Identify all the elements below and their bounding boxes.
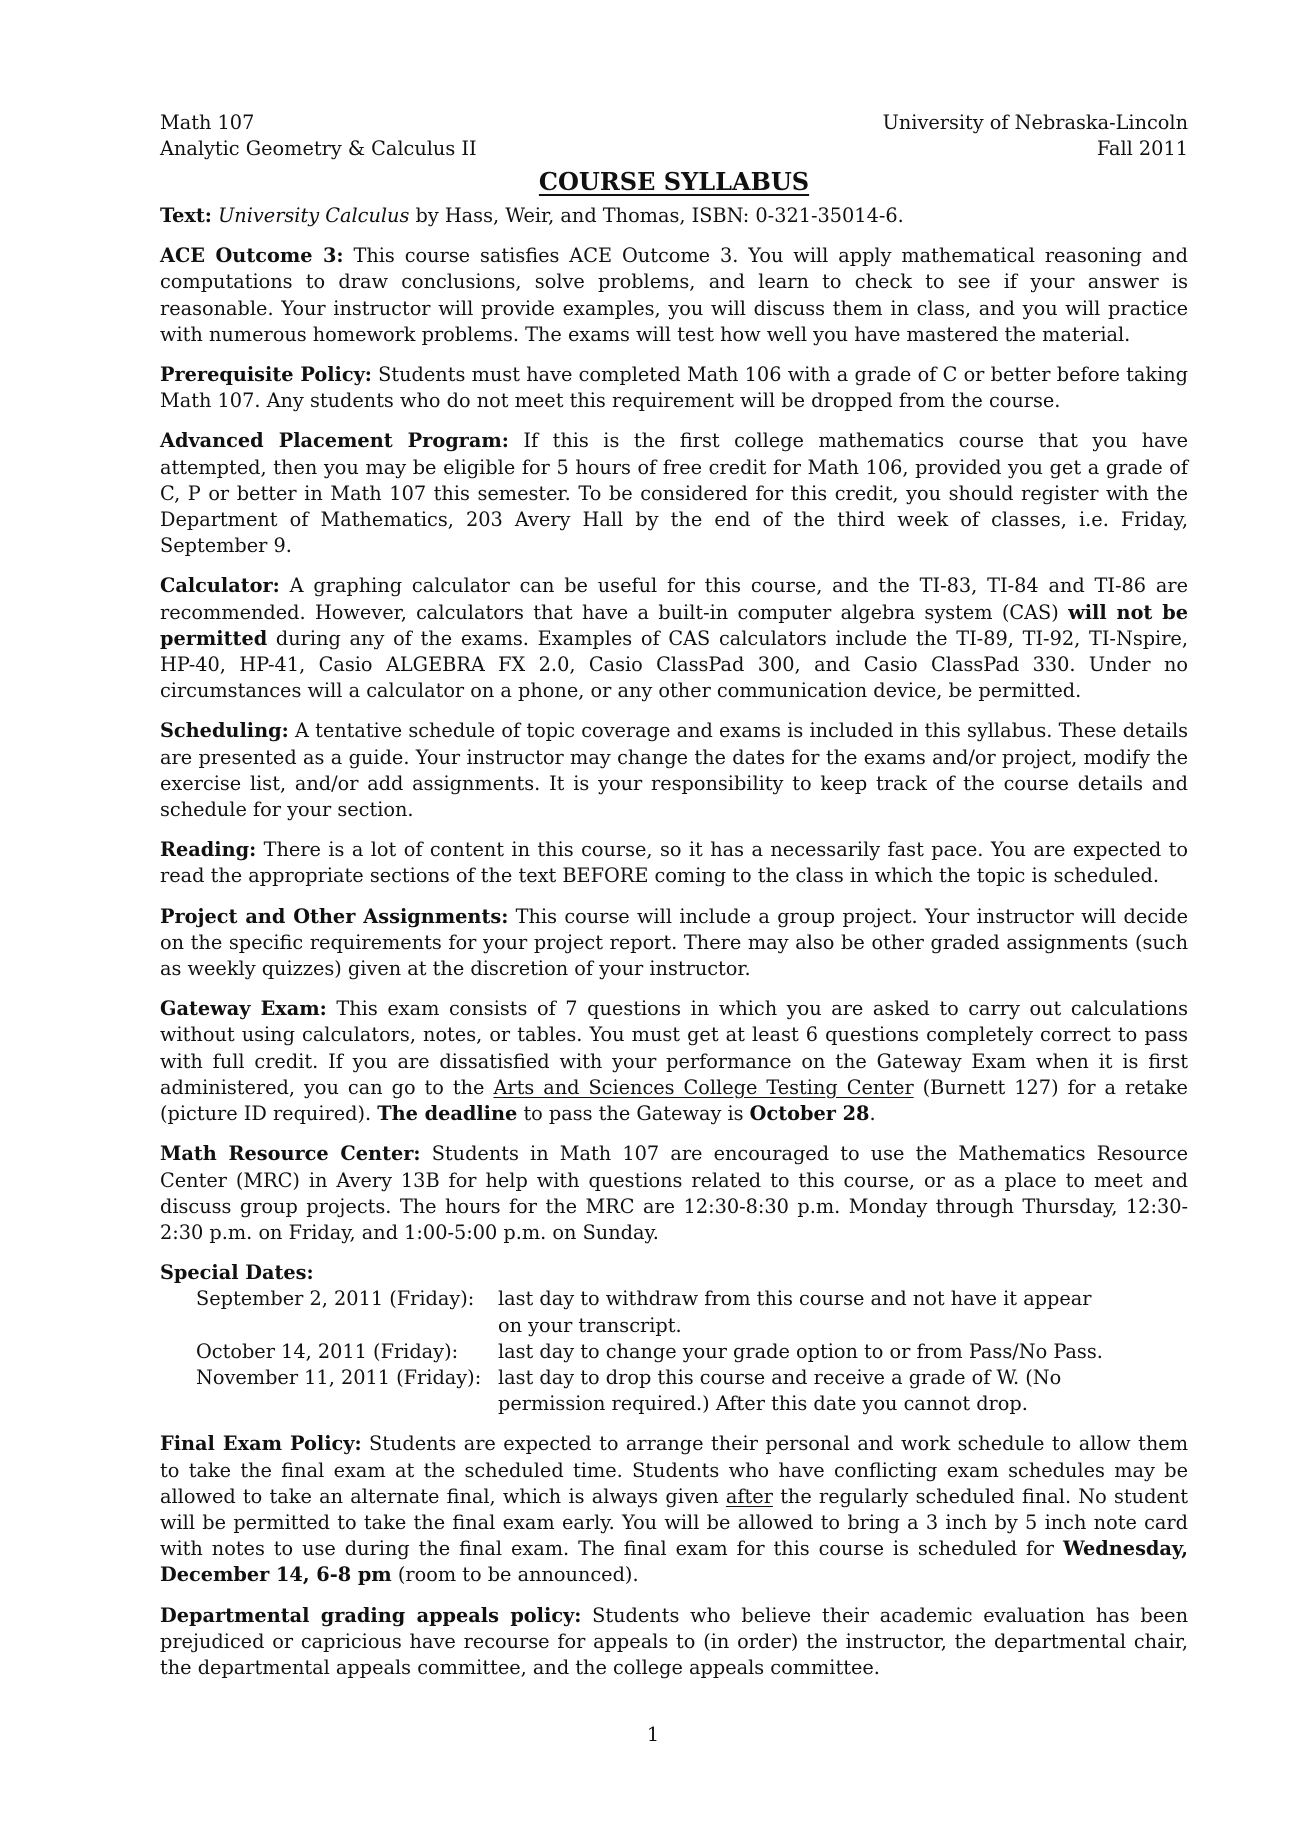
grading-appeals-section bbox=[160, 1603, 1188, 1682]
calculator-section bbox=[160, 573, 1188, 704]
emphasis-text: The deadline bbox=[377, 1102, 518, 1126]
textbook-title: University Calculus bbox=[218, 204, 410, 227]
project-section bbox=[160, 904, 1188, 983]
page-header bbox=[160, 110, 1188, 162]
emphasis-text: will not be permitted bbox=[160, 600, 1188, 650]
section-label: Final Exam Policy: bbox=[160, 1432, 362, 1456]
special-date-description: last day to withdraw from this course and not have it appear on your transcript. bbox=[498, 1287, 1092, 1337]
section-label: ACE Outcome 3: bbox=[160, 244, 344, 268]
header-left bbox=[160, 110, 477, 162]
text-section bbox=[160, 203, 1188, 229]
section-label: Advanced Placement Program: bbox=[160, 429, 509, 453]
section-body: This exam consists of 7 questions in which you are asked to carry out calculations without using calculators, notes, or tables. You must get at least 6 questions completely correct to pass with full credit. If you are dissatisfied with your performance on the Gateway Exam when it is first administered, you can go to the bbox=[160, 997, 1188, 1099]
special-date-description: last day to change your grade option to or from Pass/No Pass. bbox=[498, 1339, 1103, 1363]
section-body: by Hass, Weir, and Thomas, ISBN: 0-321-35014-6. bbox=[415, 204, 904, 227]
special-date-row bbox=[196, 1286, 1188, 1338]
section-label: Text: bbox=[160, 204, 212, 227]
section-body: This course will include a group project. Your instructor will decide on the specific requirements for your project report. There may also be other graded assignments (such as weekly quizzes) given at the discretion of your instructor. bbox=[160, 904, 1188, 981]
prerequisite-section bbox=[160, 362, 1188, 414]
section-body: (room to be announced). bbox=[397, 1563, 639, 1587]
section-body: to pass the Gateway is bbox=[523, 1102, 744, 1126]
special-dates-list bbox=[160, 1286, 1188, 1417]
section-label: Math Resource Center: bbox=[160, 1142, 421, 1166]
testing-center-link[interactable]: Arts and Sciences College Testing Center bbox=[493, 1075, 914, 1099]
section-body: the regularly scheduled final. No student will be permitted to take the final exam early. You will be allowed to bring a 3 inch by 5 inch note card with notes to use during the final exam. The final exam for this course is scheduled for bbox=[160, 1484, 1189, 1561]
section-body: (Burnett 127) for a retake (picture ID required). bbox=[160, 1075, 1188, 1126]
section-body: Students must have completed Math 106 with a grade of C or better before taking Math 107. Any students who do not meet this requirement will be dropped from the course. bbox=[160, 363, 1188, 413]
section-label: Prerequisite Policy: bbox=[160, 363, 372, 387]
special-date: October 14, 2011 (Friday): bbox=[196, 1339, 459, 1363]
final-exam-section bbox=[160, 1431, 1188, 1588]
deadline-date: October 28 bbox=[749, 1102, 870, 1126]
syllabus-page bbox=[160, 110, 1188, 1695]
emphasis-after: after bbox=[725, 1484, 773, 1508]
section-body: Students are expected to arrange their personal and work schedule to allow them to take the final exam at the scheduled time. Students who have conflicting exam schedules may be allowed to take an alternate final, which is always given bbox=[160, 1432, 1188, 1508]
header-right bbox=[883, 110, 1188, 162]
page-number: 1 bbox=[646, 1723, 660, 1746]
final-exam-date: Wednesday, December 14, 6-8 pm bbox=[160, 1537, 1188, 1587]
section-body: If this is the first college mathematics course that you have attempted, then you may be eligible for 5 hours of free credit for Math 106, provided you get a grade of C, P or better in Math 107 this semester. To be considered for this credit, you should register with the Department of Mathematics, 203 Avery Hall by the end of the third week of classes, i.e. Friday, September 9. bbox=[160, 429, 1188, 558]
section-body: A tentative schedule of topic coverage and exams is included in this syllabus. These details are presented as a guide. Your instructor may change the dates for the exams and/or project, modify the exercise list, and/or add assignments. It is your responsibility to keep track of the course details and schedule for your section. bbox=[160, 719, 1189, 822]
punctuation: . bbox=[869, 1102, 876, 1126]
special-date: September 2, 2011 (Friday): bbox=[196, 1287, 475, 1311]
special-date-row bbox=[196, 1365, 1188, 1417]
section-body: There is a lot of content in this course, so it has a necessarily fast pace. You are expected to read the appropriate sections of the text BEFORE coming to the class in which the topic is scheduled. bbox=[160, 838, 1188, 888]
scheduling-section bbox=[160, 718, 1188, 823]
ace-outcome-section bbox=[160, 243, 1188, 348]
section-label: Gateway Exam: bbox=[160, 997, 327, 1021]
special-date-description: last day to drop this course and receive a grade of W. (No permission required.) After this date you cannot drop. bbox=[498, 1365, 1062, 1416]
course-title: Analytic Geometry & Calculus II bbox=[160, 137, 477, 160]
advanced-placement-section bbox=[160, 428, 1188, 559]
section-label: Calculator: bbox=[160, 574, 280, 598]
reading-section bbox=[160, 837, 1188, 889]
course-number: Math 107 bbox=[160, 111, 255, 134]
term: Fall 2011 bbox=[1096, 137, 1188, 160]
special-dates-label: Special Dates: bbox=[160, 1261, 314, 1285]
university-name: University of Nebraska-Lincoln bbox=[882, 111, 1188, 134]
special-date-row bbox=[196, 1339, 1188, 1365]
section-body: Students who believe their academic evaluation has been prejudiced or capricious have recourse for appeals to (in order) the instructor, the departmental chair, the departmental appeals committee, and the college appeals committee. bbox=[160, 1603, 1188, 1679]
section-label: Departmental grading appeals policy: bbox=[160, 1603, 582, 1627]
section-label: Project and Other Assignments: bbox=[160, 904, 509, 928]
section-label: Reading: bbox=[160, 838, 257, 862]
gateway-exam-section bbox=[160, 996, 1188, 1127]
section-body: A graphing calculator can be useful for this course, and the TI-83, TI-84 and TI-86 are recommended. However, calculators that have a built-in computer algebra system (CAS) bbox=[160, 574, 1188, 624]
math-resource-center-section bbox=[160, 1141, 1188, 1246]
section-body: during any of the exams. Examples of CAS calculators include the TI-89, TI-92, TI-Nspire, HP-40, HP-41, Casio ALGEBRA FX 2.0, Casio ClassPad 300, and Casio ClassPad 330. Under no circumstances will a calculator on a phone, or any other communication device, be permitted. bbox=[160, 626, 1188, 703]
page-title: COURSE SYLLABUS bbox=[538, 167, 810, 196]
section-body: This course satisfies ACE Outcome 3. You will apply mathematical reasoning and computations to draw conclusions, solve problems, and learn to check to see if your answer is reasonable. Your instructor will provide examples, you will discuss them in class, and you will practice with numerous homework problems. The exams will test how well you have mastered the material. bbox=[160, 244, 1188, 346]
section-label: Scheduling: bbox=[160, 719, 289, 743]
section-body: Students in Math 107 are encouraged to use the Mathematics Resource Center (MRC) in Avery 13B for help with questions related to this course, or as a place to meet and discuss group projects. The hours for the MRC are 12:30-8:30 p.m. Monday through Thursday, 12:30-2:30 p.m. on Friday, and 1:00-5:00 p.m. on Sunday. bbox=[160, 1142, 1188, 1244]
special-date: November 11, 2011 (Friday): bbox=[196, 1365, 482, 1389]
